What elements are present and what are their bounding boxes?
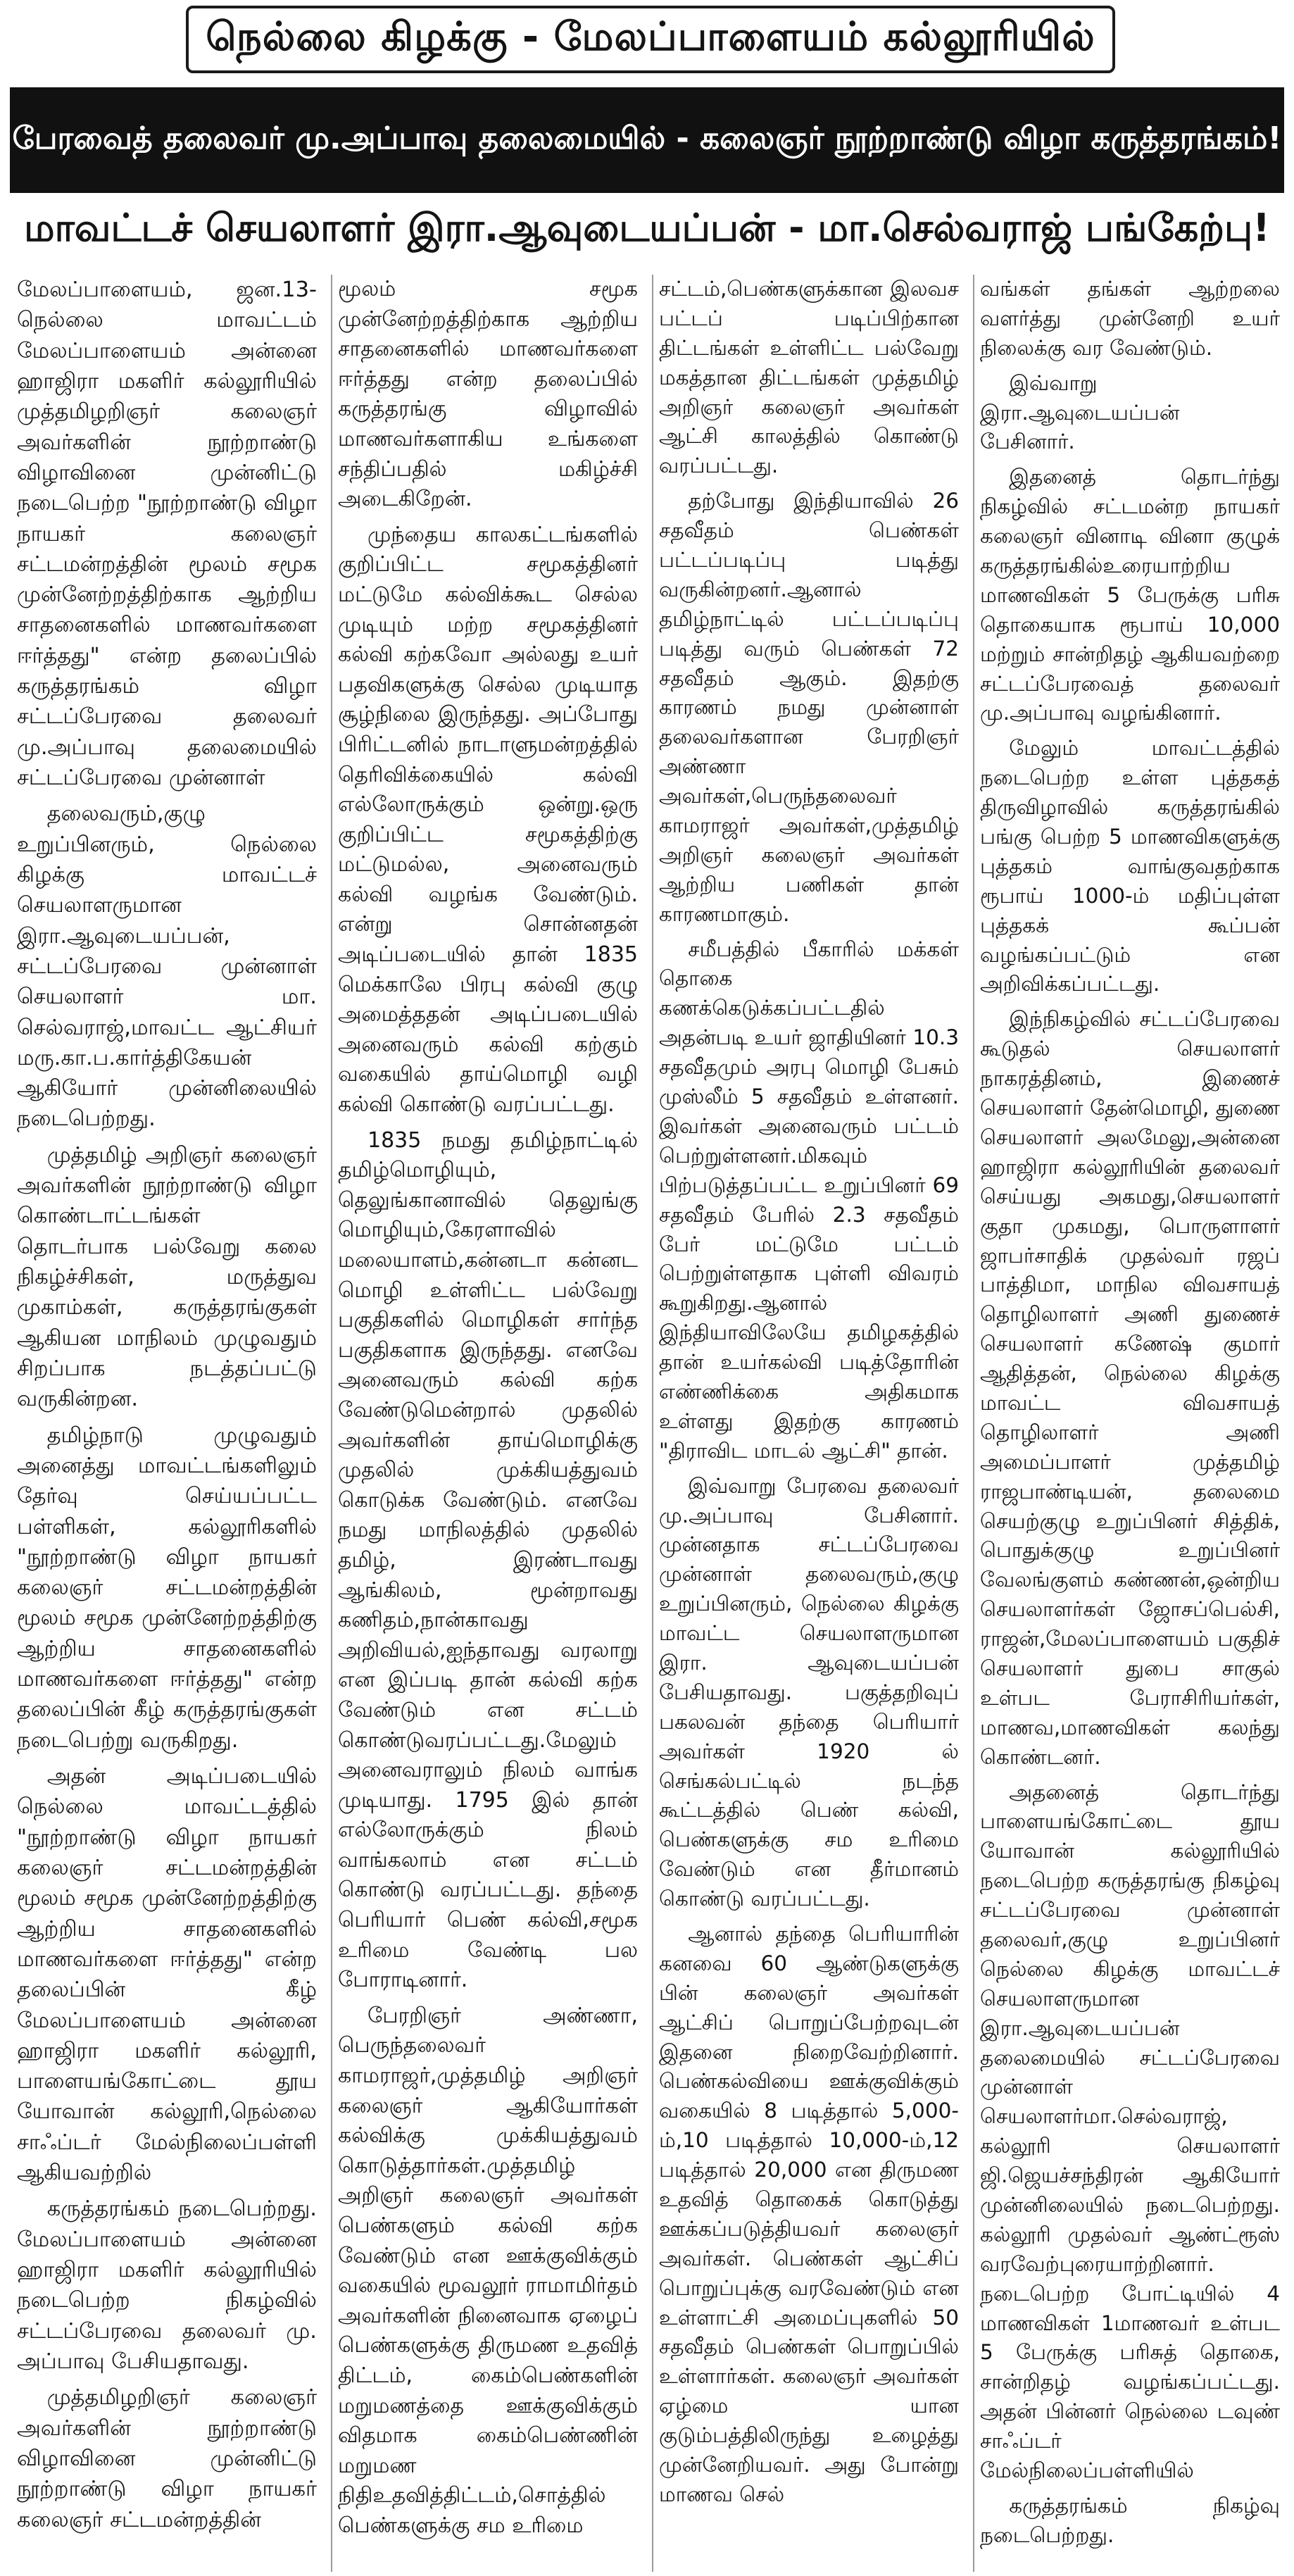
headline-banner: பேரவைத் தலைவர் மு.அப்பாவு தலைமையில் - கலைஞர் நூற்றாண்டு விழா கருத்தரங்கம்! xyxy=(10,87,1284,193)
paragraph: கருத்தரங்கம் நடைபெற்றது. மேலப்பாளையம் அன்னை ஹாஜிரா மகளிர் கல்லூரியில் நடைபெற்ற நிகழ்வில் சட்டப்பேரவை தலைவர் மு. அப்பாவு பேசியதாவது. xyxy=(17,2196,317,2374)
paragraph: மூலம் சமூக முன்னேற்றத்திற்காக ஆற்றிய சாதனைகளில் மாணவர்களை ஈர்த்தது என்ற தலைப்பில் கருத்தரங்கு விழாவில் மாணவர்களாகிய உங்களை சந்திப்பதில் மகிழ்ச்சி அடைகிறேன். xyxy=(338,277,638,512)
article-column-1 xyxy=(10,275,321,2572)
paragraph: தலைவரும்,குழு உறுப்பினரும், நெல்லை கிழக்கு மாவட்டச் செயலாளருமான இரா.ஆவுடையப்பன், சட்டப்பேரவை முன்னாள் செயலாளர் மா. செல்வராஜ்,மாவட்ட ஆட்சியர் மரு.கா.ப.கார்த்திகேயன் ஆகியோர் முன்னிலையில் நடைபெற்றது. xyxy=(17,801,317,1132)
paragraph: சட்டம்,பெண்களுக்கான இலவச பட்டப் படிப்பிற்கான திட்டங்கள் உள்ளிட்ட பல்வேறு மகத்தான திட்டங்கள் முத்தமிழ் அறிஞர் கலைஞர் அவர்கள் ஆட்சி காலத்தில் கொண்டு வரப்பட்டது. xyxy=(659,277,959,478)
article-column-4 xyxy=(973,275,1284,2572)
paragraph: ஆனால் தந்தை பெரியாரின் கனவை 60 ஆண்டுகளுக்கு பின் கலைஞர் அவர்கள் ஆட்சிப் பொறுப்பேற்றவுடன் இதனை நிறைவேற்றினார். பெண்கல்வியை ஊக்குவிக்கும் வகையில் 8 படித்தால் 5,000-ம்,10 படித்தால் 10,000-ம்,12 படித்தால் 20,000 என திருமண உதவித் தொகைக் கொடுத்து ஊக்கப்படுத்தியவர் கலைஞர் அவர்கள். பெண்கள் ஆட்சிப் பொறுப்புக்கு வரவேண்டும் என உள்ளாட்சி அமைப்புகளில் 50 சதவீதம் பெண்கள் பொறுப்பில் உள்ளார்கள். கலைஞர் அவர்கள் ஏழ்மை யான குடும்பத்திலிருந்து உழைத்து முன்னேறியவர். அது போன்று மாணவ செல் xyxy=(659,1921,959,2506)
paragraph: முத்தமிழறிஞர் கலைஞர் அவர்களின் நூற்றாண்டு விழாவினை முன்னிட்டு நூற்றாண்டு விழா நாயகர் கலைஞர் சட்டமன்றத்தின் xyxy=(17,2385,317,2532)
paragraph: இந்நிகழ்வில் சட்டப்பேரவை கூடுதல் செயலாளர் நாகரத்தினம், இணைச் செயலாளர் தேன்மொழி, துணை செயலாளர் அலமேலு,அன்னை ஹாஜிரா கல்லூரியின் தலைவர் செய்யது அகமது,செயலாளர் குதா முகமது, பொருளாளர் ஜாபர்சாதிக் முதல்வர் ரஜப் பாத்திமா, மாநில விவசாயத் தொழிலாளர் அணி துணைச் செயலாளர் கணேஷ் குமார் ஆதித்தன், நெல்லை கிழக்கு மாவட்ட விவசாயத் தொழிலாளர் அணி அமைப்பாளர் முத்தமிழ் ராஜபாண்டியன், தலைமை செயற்குழு உறுப்பினர் சித்திக், பொதுக்குழு உறுப்பினர் வேலங்குளம் கண்ணன்,ஒன்றிய செயலாளர்கள் ஜோசப்பெல்சி, ராஜன்,மேலப்பாளையம் பகுதிச் செயலாளர் துபை சாகுல் உள்பட பேராசிரியர்கள், மாணவ,மாணவிகள் கலந்து கொண்டனர். xyxy=(980,1007,1280,1769)
article-column-2 xyxy=(331,275,642,2572)
paragraph: இவ்வாறு பேரவை தலைவர் மு.அப்பாவு பேசினார். முன்னதாக சட்டப்பேரவை முன்னாள் தலைவரும்,குழு உறுப்பினரும், நெல்லை கிழக்கு மாவட்ட செயலாளருமான இரா. ஆவுடையப்பன் பேசியதாவது. பகுத்தறிவுப் பகலவன் தந்தை பெரியார் அவர்கள் 1920 ல் செங்கல்பட்டில் நடந்த கூட்டத்தில் பெண் கல்வி, பெண்களுக்கு சம உரிமை வேண்டும் என தீர்மானம் கொண்டு வரப்பட்டது. xyxy=(659,1473,959,1911)
paragraph: தமிழ்நாடு முழுவதும் அனைத்து மாவட்டங்களிலும் தேர்வு செய்யப்பட்ட பள்ளிகள், கல்லூரிகளில் "நூற்றாண்டு விழா நாயகர் கலைஞர் சட்டமன்றத்தின் மூலம் சமூக முன்னேற்றத்திற்கு ஆற்றிய சாதனைகளில் மாணவர்களை ஈர்த்தது" என்ற தலைப்பின் கீழ் கருத்தரங்குகள் நடைபெற்று வருகிறது. xyxy=(17,1423,317,1753)
paragraph: சமீபத்தில் பீகாரில் மக்கள் தொகை கணக்கெடுக்கப்பட்டதில் அதன்படி உயர் ஜாதியினர் 10.3 சதவீதமும் அரபு மொழி பேசும் முஸ்லீம் 5 சதவீதம் உள்ளனர். இவர்கள் அனைவரும் பட்டம் பெற்றுள்ளனர்.மிகவும் பிற்படுத்தப்பட்ட உறுப்பினர் 69 சதவீதம் பேரில் 2.3 சதவீதம் பேர் மட்டுமே பட்டம் பெற்றுள்ளதாக புள்ளி விவரம் கூறுகிறது.ஆனால் இந்தியாவிலேயே தமிழகத்தில் தான் உயர்கல்வி படித்தோரின் எண்ணிக்கை அதிகமாக உள்ளது இதற்கு காரணம் "திராவிட மாடல் ஆட்சி" தான். xyxy=(659,937,959,1463)
paragraph: மேலப்பாளையம், ஜன.13- நெல்லை மாவட்டம் மேலப்பாளையம் அன்னை ஹாஜிரா மகளிர் கல்லூரியில் முத்தமிழறிஞர் கலைஞர் அவர்களின் நூற்றாண்டு விழாவினை முன்னிட்டு நடைபெற்ற "நூற்றாண்டு விழா நாயகர் கலைஞர் சட்டமன்றத்தின் மூலம் சமூக முன்னேற்றத்திற்காக ஆற்றிய சாதனைகளில் மாணவர்களை ஈர்த்தது" என்ற தலைப்பில் கருத்தரங்கம் விழா சட்டப்பேரவை தலைவர் மு.அப்பாவு தலைமையில் சட்டப்பேரவை முன்னாள் xyxy=(17,277,317,790)
paragraph: தற்போது இந்தியாவில் 26 சதவீதம் பெண்கள் பட்டப்படிப்பு படித்து வருகின்றனர்.ஆனால் தமிழ்நாட்டில் பட்டப்படிப்பு படித்து வரும் பெண்கள் 72 சதவீதம் ஆகும். இதற்கு காரணம் நமது முன்னாள் தலைவர்களான பேரறிஞர் அண்ணா அவர்கள்,பெருந்தலைவர் காமராஜர் அவர்கள்,முத்தமிழ் அறிஞர் கலைஞர் அவர்கள் ஆற்றிய பணிகள் தான் காரணமாகும். xyxy=(659,489,959,926)
paragraph: இவ்வாறு இரா.ஆவுடையப்பன் பேசினார். xyxy=(980,370,1180,454)
subheadline: மாவட்டச் செயலாளர் இரா.ஆவுடையப்பன் - மா.செல்வராஜ் பங்கேற்பு! xyxy=(24,205,1270,250)
paragraph: அதனைத் தொடர்ந்து பாளையங்கோட்டை தூய யோவான் கல்லூரியில் நடைபெற்ற கருத்தரங்கு நிகழ்வு சட்டப்பேரவை முன்னாள் தலைவர்,குழு உறுப்பினர் நெல்லை கிழக்கு மாவட்டச் செயலாளருமான இரா.ஆவுடையப்பன் தலைமையில் சட்டப்பேரவை முன்னாள் செயலாளர்மா.செல்வராஜ், கல்லூரி செயலாளர் ஜி.ஜெயச்சந்திரன் ஆகியோர் முன்னிலையில் நடைபெற்றது. கல்லூரி முதல்வர் ஆண்ட்ரூஸ் வரவேற்புரையாற்றினார். நடைபெற்ற போட்டியில் 4 மாணவிகள் 1மாணவர் உள்பட 5 பேருக்கு பரிசுத் தொகை, சான்றிதழ் வழங்கப்பட்டது. அதன் பின்னர் நெல்லை டவுண் சாஃப்டர் மேல்நிலைப்பள்ளியில் xyxy=(980,1780,1280,2483)
paragraph: மேலும் மாவட்டத்தில் நடைபெற்ற உள்ள புத்தகத் திருவிழாவில் கருத்தரங்கில் பங்கு பெற்ற 5 மாணவிகளுக்கு புத்தகம் வாங்குவதற்காக ரூபாய் 1000-ம் மதிப்புள்ள புத்தகக் கூப்பன் வழங்கப்பட்டும் என அறிவிக்கப்பட்டது. xyxy=(980,736,1280,996)
article-column-3 xyxy=(652,275,963,2572)
paragraph: 1835 நமது தமிழ்நாட்டில் தமிழ்மொழியும், தெலுங்கானாவில் தெலுங்கு மொழியும்,கேரளாவில் மலையாளம்,கன்னடா கன்னட மொழி உள்ளிட்ட பல்வேறு பகுதிகளில் மொழிகள் சார்ந்த பகுதிகளாக இருந்தது. எனவே அனைவரும் கல்வி கற்க வேண்டுமென்றால் முதலில் அவர்களின் தாய்மொழிக்கு முதலில் முக்கியத்துவம் கொடுக்க வேண்டும். எனவே நமது மாநிலத்தில் முதலில் தமிழ், இரண்டாவது ஆங்கிலம், மூன்றாவது கணிதம்,நான்காவது அறிவியல்,ஐந்தாவது வரலாறு என இப்படி தான் கல்வி கற்க வேண்டும் என சட்டம் கொண்டுவரப்பட்டது.மேலும் அனைவராலும் நிலம் வாங்க முடியாது. 1795 இல் தான் எல்லோருக்கும் நிலம் வாங்கலாம் என சட்டம் கொண்டு வரப்பட்டது. தந்தை பெரியார் பெண் கல்வி,சமூக உரிமை வேண்டி பல போராடினார். xyxy=(338,1127,638,1993)
kicker-box: நெல்லை கிழக்கு - மேலப்பாளையம் கல்லூரியில் xyxy=(186,6,1115,73)
paragraph: முத்தமிழ் அறிஞர் கலைஞர் அவர்களின் நூற்றாண்டு விழா கொண்டாட்டங்கள் தொடர்பாக பல்வேறு கலை நிகழ்ச்சிகள், மருத்துவ முகாம்கள், கருத்தரங்குகள் ஆகியன மாநிலம் முழுவதும் சிறப்பாக நடத்தப்பட்டு வருகின்றன. xyxy=(17,1142,317,1412)
paragraph: கருத்தரங்கம் நிகழ்வு நடைபெற்றது. xyxy=(980,2493,1280,2547)
paragraph: முந்தைய காலகட்டங்களில் குறிப்பிட்ட சமூகத்தினர் மட்டுமே கல்விக்கூட செல்ல முடியும் மற்ற சமூகத்தினர் கல்வி கற்கவோ அல்லது உயர் பதவிகளுக்கு செல்ல முடியாத சூழ்நிலை இருந்தது. அப்போது பிரிட்டனில் நாடாளுமன்றத்தில் தெரிவிக்கையில் கல்வி எல்லோருக்கும் ஒன்று.ஒரு குறிப்பிட்ட சமூகத்திற்கு மட்டுமல்ல, அனைவரும் கல்வி வழங்க வேண்டும். என்று சொன்னதன் அடிப்படையில் தான் 1835 மெக்காலே பிரபு கல்வி குழு அமைத்ததன் அடிப்படையில் அனைவரும் கல்வி கற்கும் வகையில் தாய்மொழி வழி கல்வி கொண்டு வரப்பட்டது. xyxy=(338,522,638,1118)
article-body xyxy=(10,275,1284,2572)
paragraph: வங்கள் தங்கள் ஆற்றலை வளர்த்து முன்னேறி உயர் நிலைக்கு வர வேண்டும். xyxy=(980,277,1280,360)
paragraph: இதனைத் தொடர்ந்து நிகழ்வில் சட்டமன்ற நாயகர் கலைஞர் வினாடி வினா குழுக் கருத்தரங்கில்உரையாற்றிய மாணவிகள் 5 பேருக்கு பரிசு தொகையாக ரூபாய் 10,000 மற்றும் சான்றிதழ் ஆகியவற்றை சட்டப்பேரவைத் தலைவர் மு.அப்பாவு வழங்கினார். xyxy=(980,465,1280,725)
paragraph: அதன் அடிப்படையில் நெல்லை மாவட்டத்தில் "நூற்றாண்டு விழா நாயகர் கலைஞர் சட்டமன்றத்தின் மூலம் சமூக முன்னேற்றத்திற்கு ஆற்றிய சாதனைகளில் மாணவர்களை ஈர்த்தது" என்ற தலைப்பின் கீழ் மேலப்பாளையம் அன்னை ஹாஜிரா மகளிர் கல்லூரி, பாளையங்கோட்டை தூய யோவான் கல்லூரி,நெல்லை சாஃப்டர் மேல்நிலைப்பள்ளி ஆகியவற்றில் xyxy=(17,1764,317,2186)
paragraph: பேரறிஞர் அண்ணா, பெருந்தலைவர் காமராஜர்,முத்தமிழ் அறிஞர் கலைஞர் ஆகியோர்கள் கல்விக்கு முக்கியத்துவம் கொடுத்தார்கள்.முத்தமிழ் அறிஞர் கலைஞர் அவர்கள் பெண்களும் கல்வி கற்க வேண்டும் என ஊக்குவிக்கும் வகையில் மூவலூர் ராமாமிர்தம் அவர்களின் நினைவாக ஏழைப் பெண்களுக்கு திருமண உதவித் திட்டம், கைம்பெண்களின் மறுமணத்தை ஊக்குவிக்கும் விதமாக கைம்பெண்ணின் மறுமண நிதிஉதவித்திட்டம்,சொத்தில் பெண்களுக்கு சம உரிமை xyxy=(338,2003,638,2538)
